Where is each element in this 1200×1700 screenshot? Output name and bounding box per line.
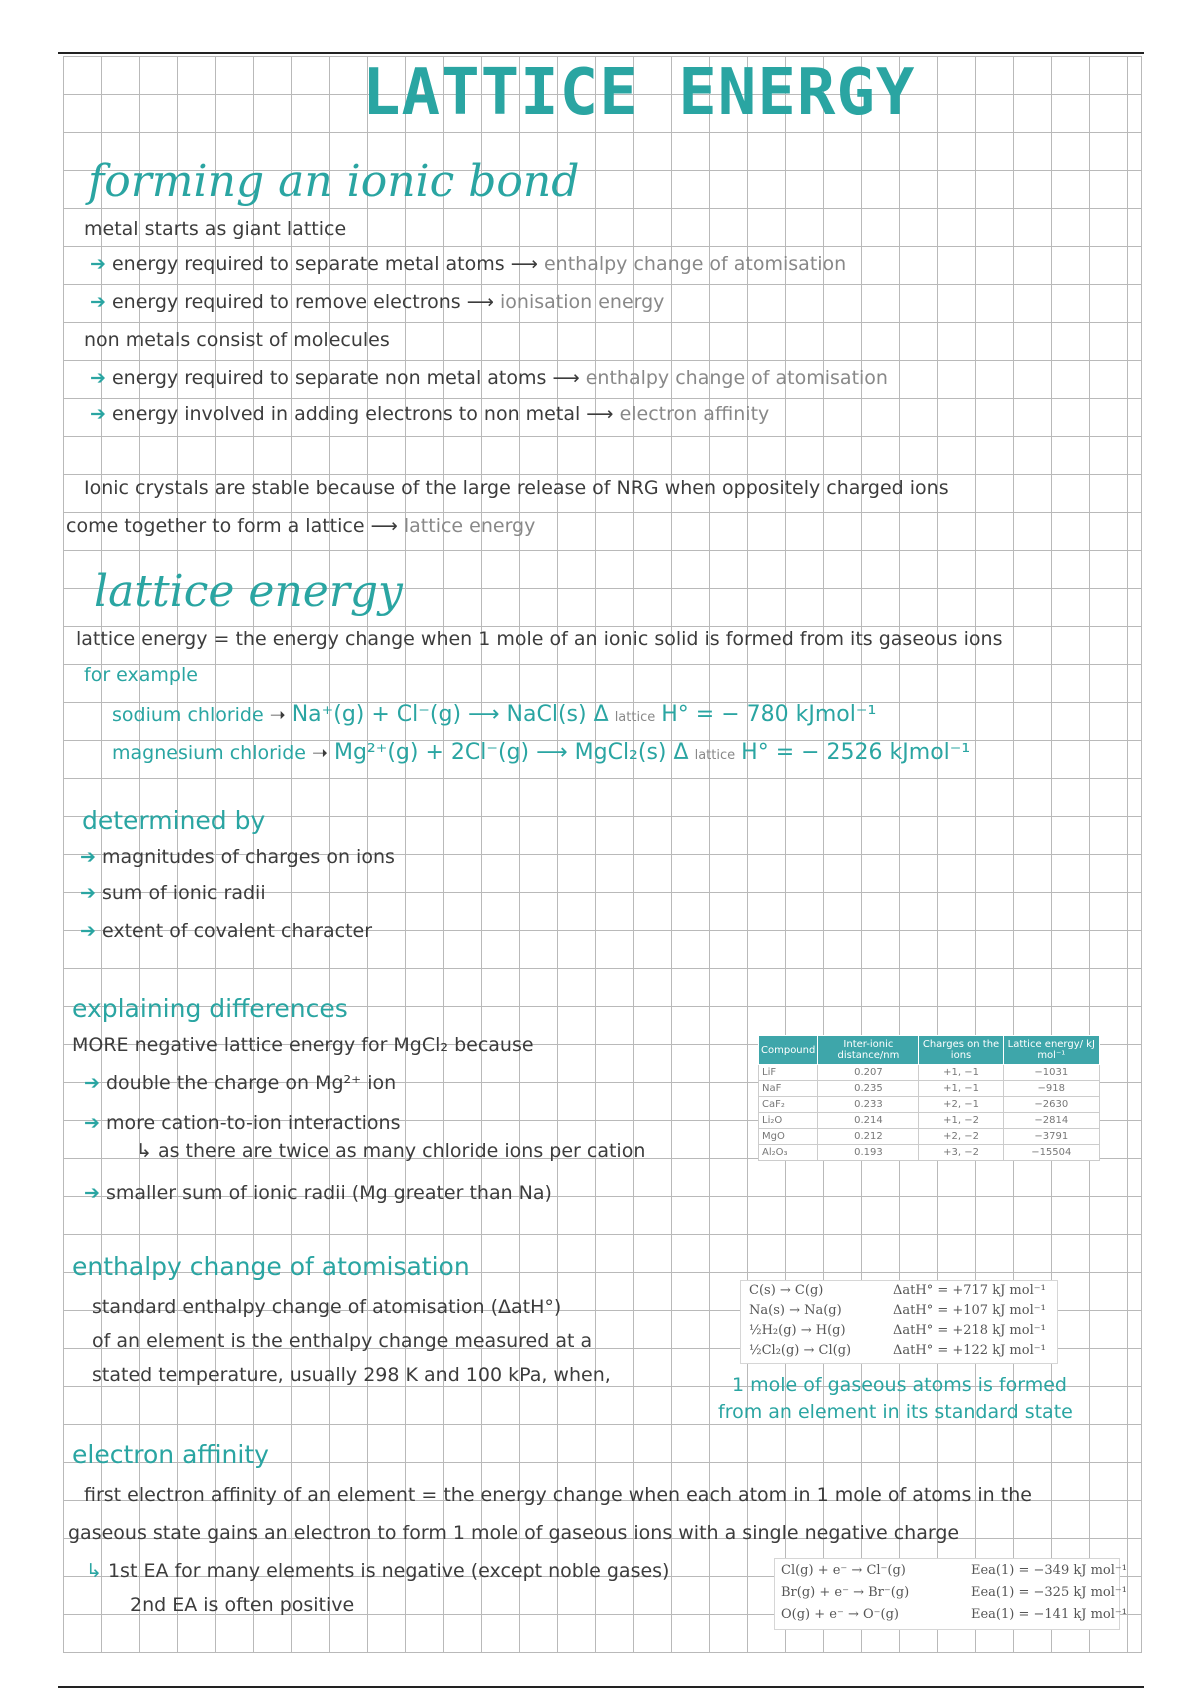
electron-affinity-value: Eea(1) = −141 kJ mol⁻¹: [971, 1607, 1127, 1622]
electron-affinity-definition: first electron affinity of an element = the energy change when each atom in 1 mole of atoms in the: [84, 1484, 1032, 1506]
lattice-energy-definition: lattice energy = the energy change when 1 mole of an ionic solid is formed from its gaseous ions: [76, 628, 1003, 650]
atomisation-line: stated temperature, usually 298 K and 100 kPa, when,: [92, 1364, 611, 1386]
arrow-icon: ➔: [84, 1112, 100, 1134]
atomisation-line-continued: from an element in its standard state: [718, 1401, 1073, 1423]
electron-affinity-equation: O(g) + e⁻ → O⁻(g): [781, 1607, 899, 1622]
arrow-icon: ➝: [312, 742, 334, 764]
line-metal-lattice: metal starts as giant lattice: [84, 218, 347, 240]
electron-affinity-equation: Cl(g) + e⁻ → Cl⁻(g): [781, 1563, 906, 1578]
atomisation-value: ΔatH° = +218 kJ mol⁻¹: [893, 1323, 1046, 1338]
atomisation-equation: ½Cl₂(g) → Cl(g): [749, 1343, 852, 1358]
table-row: NaF 0.235 +1, −1 −918: [759, 1081, 1100, 1097]
example-magnesium-chloride: magnesium chloride ➝ Mg²⁺(g) + 2Cl⁻(g) ⟶ MgCl₂(s) Δ lattice H° = − 2526 kJmol⁻¹: [112, 740, 971, 765]
electron-affinity-definition-continued: gaseous state gains an electron to form 1 mole of gaseous ions with a single negative charge: [68, 1522, 960, 1544]
explaining-point: ➔ double the charge on Mg²⁺ ion: [84, 1072, 397, 1094]
arrow-icon: ⟶: [510, 253, 544, 275]
table-header: Compound: [759, 1036, 818, 1065]
arrow-icon: ➔: [80, 846, 96, 868]
lattice-energy-table: [758, 1035, 1100, 1161]
paragraph-ionic-crystals: Ionic crystals are stable because of the large release of NRG when oppositely charged ions: [84, 477, 949, 499]
electron-affinity-value: Eea(1) = −349 kJ mol⁻¹: [971, 1563, 1127, 1578]
determined-item: ➔ sum of ionic radii: [80, 882, 266, 904]
bottom-rule: [58, 1686, 1144, 1688]
atomisation-line: of an element is the enthalpy change measured at a: [92, 1330, 593, 1352]
atomisation-line: standard enthalpy change of atomisation (ΔatH°): [92, 1296, 562, 1318]
arrow-icon: ⟶: [552, 367, 586, 389]
arrow-icon: ➝: [269, 704, 292, 726]
electron-affinity-note: 2nd EA is often positive: [130, 1594, 355, 1616]
heading-lattice-energy: lattice energy: [94, 566, 403, 617]
heading-forming-ionic-bond: forming an ionic bond: [88, 156, 580, 207]
sub-arrow-icon: ↳: [86, 1560, 102, 1582]
table-row: CaF₂ 0.233 +2, −1 −2630: [759, 1097, 1100, 1113]
arrow-icon: ➔: [90, 403, 106, 425]
atomisation-value: ΔatH° = +122 kJ mol⁻¹: [893, 1343, 1046, 1358]
electron-affinity-note: ↳ 1st EA for many elements is negative (except noble gases): [86, 1560, 670, 1582]
heading-determined-by: determined by: [82, 806, 266, 835]
line-adding-electrons: ➔ energy involved in adding electrons to non metal ⟶ electron affinity: [90, 403, 770, 425]
line-separate-metal: ➔ energy required to separate metal atoms ⟶ enthalpy change of atomisation: [90, 253, 847, 275]
arrow-icon: ➔: [80, 920, 96, 942]
heading-electron-affinity: electron affinity: [72, 1440, 269, 1469]
table-header: Inter-ionic distance/nm: [818, 1036, 919, 1065]
arrow-icon: ➔: [90, 253, 106, 275]
page-title: LATTICE ENERGY: [362, 56, 916, 130]
atomisation-values-box: [740, 1280, 1058, 1364]
determined-item: ➔ extent of covalent character: [80, 920, 373, 942]
table-row: LiF 0.207 +1, −1 −1031: [759, 1065, 1100, 1081]
table-header: Lattice energy/ kJ mol⁻¹: [1003, 1036, 1099, 1065]
table-row: Al₂O₃ 0.193 +3, −2 −15504: [759, 1145, 1100, 1161]
atomisation-value: ΔatH° = +107 kJ mol⁻¹: [893, 1303, 1046, 1318]
table-header-row: [759, 1036, 1100, 1065]
heading-enthalpy-atomisation: enthalpy change of atomisation: [72, 1252, 470, 1281]
arrow-icon: ➔: [90, 291, 106, 313]
arrow-icon: ➔: [84, 1182, 100, 1204]
arrow-icon: ⟶: [370, 515, 404, 537]
explaining-point: ➔ smaller sum of ionic radii (Mg greater than Na): [84, 1182, 552, 1204]
electron-affinity-values-box: [774, 1558, 1127, 1630]
table-header: Charges on the ions: [919, 1036, 1003, 1065]
arrow-icon: ➔: [84, 1072, 100, 1094]
atomisation-line-continued: 1 mole of gaseous atoms is formed: [732, 1374, 1067, 1396]
table-row: Li₂O 0.214 +1, −2 −2814: [759, 1113, 1100, 1129]
top-rule: [58, 52, 1144, 54]
arrow-icon: ⟶: [586, 403, 620, 425]
line-remove-electrons: ➔ energy required to remove electrons ⟶ ionisation energy: [90, 291, 665, 313]
determined-item: ➔ magnitudes of charges on ions: [80, 846, 395, 868]
atomisation-equation: C(s) → C(g): [749, 1283, 824, 1298]
line-non-metals: non metals consist of molecules: [84, 329, 390, 351]
arrow-icon: ➔: [80, 882, 96, 904]
atomisation-value: ΔatH° = +717 kJ mol⁻¹: [893, 1283, 1046, 1298]
electron-affinity-equation: Br(g) + e⁻ → Br⁻(g): [781, 1585, 910, 1600]
paragraph-lattice-continued: come together to form a lattice ⟶ lattice energy: [66, 515, 536, 537]
atomisation-equation: ½H₂(g) → H(g): [749, 1323, 846, 1338]
arrow-icon: ➔: [90, 367, 106, 389]
atomisation-equation: Na(s) → Na(g): [749, 1303, 842, 1318]
electron-affinity-value: Eea(1) = −325 kJ mol⁻¹: [971, 1585, 1127, 1600]
for-example-label: for example: [84, 664, 198, 686]
explaining-subpoint: ↳ as there are twice as many chloride ions per cation: [136, 1140, 646, 1162]
line-separate-non-metal: ➔ energy required to separate non metal atoms ⟶ enthalpy change of atomisation: [90, 367, 888, 389]
example-sodium-chloride: sodium chloride ➝ Na⁺(g) + Cl⁻(g) ⟶ NaCl(s) Δ lattice H° = − 780 kJmol⁻¹: [112, 702, 877, 727]
sub-arrow-icon: ↳: [136, 1140, 152, 1162]
heading-explaining-differences: explaining differences: [72, 994, 348, 1023]
explaining-intro: MORE negative lattice energy for MgCl₂ because: [72, 1034, 534, 1056]
arrow-icon: ⟶: [466, 291, 501, 313]
table-row: MgO 0.212 +2, −2 −3791: [759, 1129, 1100, 1145]
explaining-point: ➔ more cation-to-ion interactions: [84, 1112, 401, 1134]
